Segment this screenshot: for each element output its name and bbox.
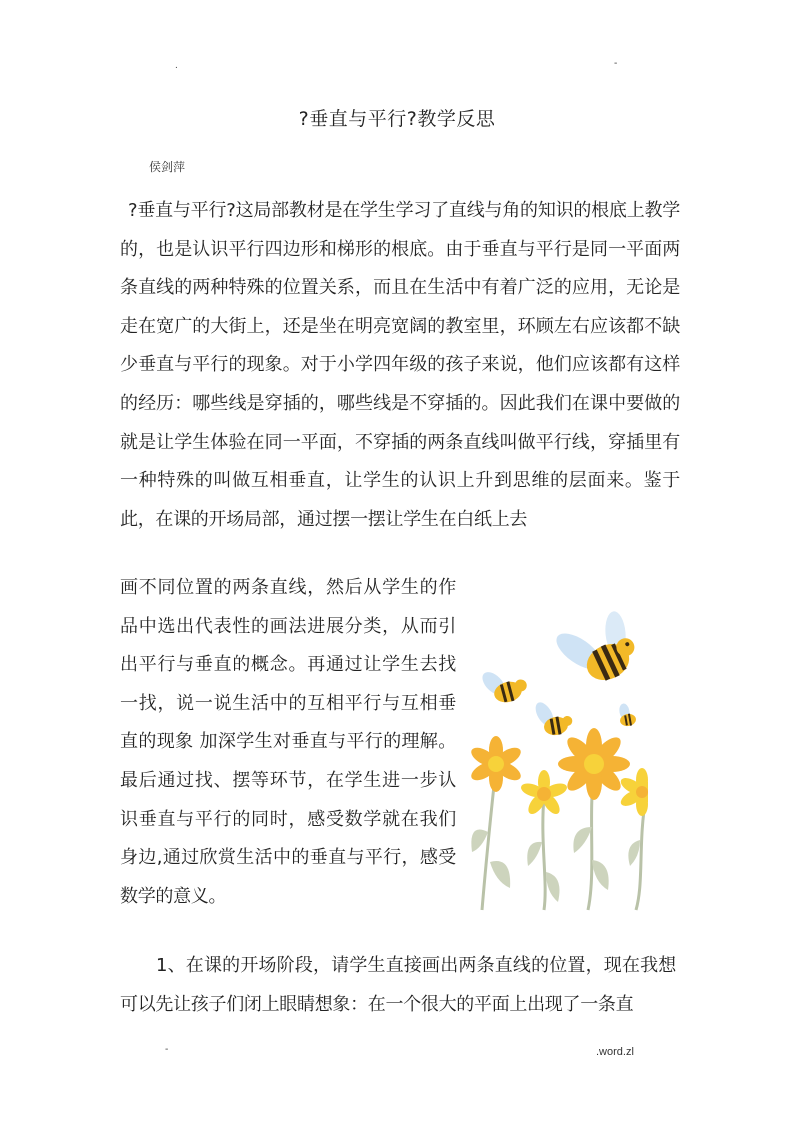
- header-right-mark: -: [614, 58, 618, 69]
- header-left-mark: .: [175, 60, 178, 71]
- paragraph-intro-continued: 画不同位置的两条直线，然后从学生的作品中选出代表性的画法进展分类，从而引出平行与垂直的概念。再通过让学生去找一找，说一说生活中的互相平行与互相垂直的现象 加深学生对垂直与平行的理解。最后通过找、摆等环节，在学生进一步认识垂直与平行的同时，感受数学就在我们身边,通过欣赏生活中的垂直与平行，感受数学的意义。: [120, 577, 456, 907]
- document-title: ?垂直与平行?教学反思: [298, 108, 496, 130]
- paragraph-intro: ?垂直与平行?这局部教材是在学生学习了直线与角的知识的根底上教学的，也是认识平行四边形和梯形的根底。由于垂直与平行是同一平面两条直线的两种特殊的位置关系，而且在生活中有着广泛的应用，无论是走在宽广的大街上，还是坐在明亮宽阔的教室里，环顾左右应该都不缺少垂直与平行的现象。对于小学四年级的孩子来说，他们应该都有这样的经历：哪些线是穿插的，哪些线是不穿插的。因此我们在课中要做的就是让学生体验在同一平面，不穿插的两条直线叫做平行线，穿插里有一种特殊的叫做互相垂直，让学生的认识上升到思维的层面来。鉴于此，在课的开场局部，通过摆一摆让学生在白纸上去: [120, 200, 680, 530]
- bee-icon: [468, 592, 658, 752]
- document-author: 侯剑萍: [149, 160, 186, 174]
- footer-right-mark: .word.zl: [596, 1046, 634, 1058]
- footer-left-mark: -: [165, 1044, 169, 1055]
- paragraph-step-one: 1、在课的开场阶段，请学生直接画出两条直线的位置，现在我想可以先让孩子们闭上眼睛想象：在一个很大的平面上出现了一条直: [120, 955, 676, 1015]
